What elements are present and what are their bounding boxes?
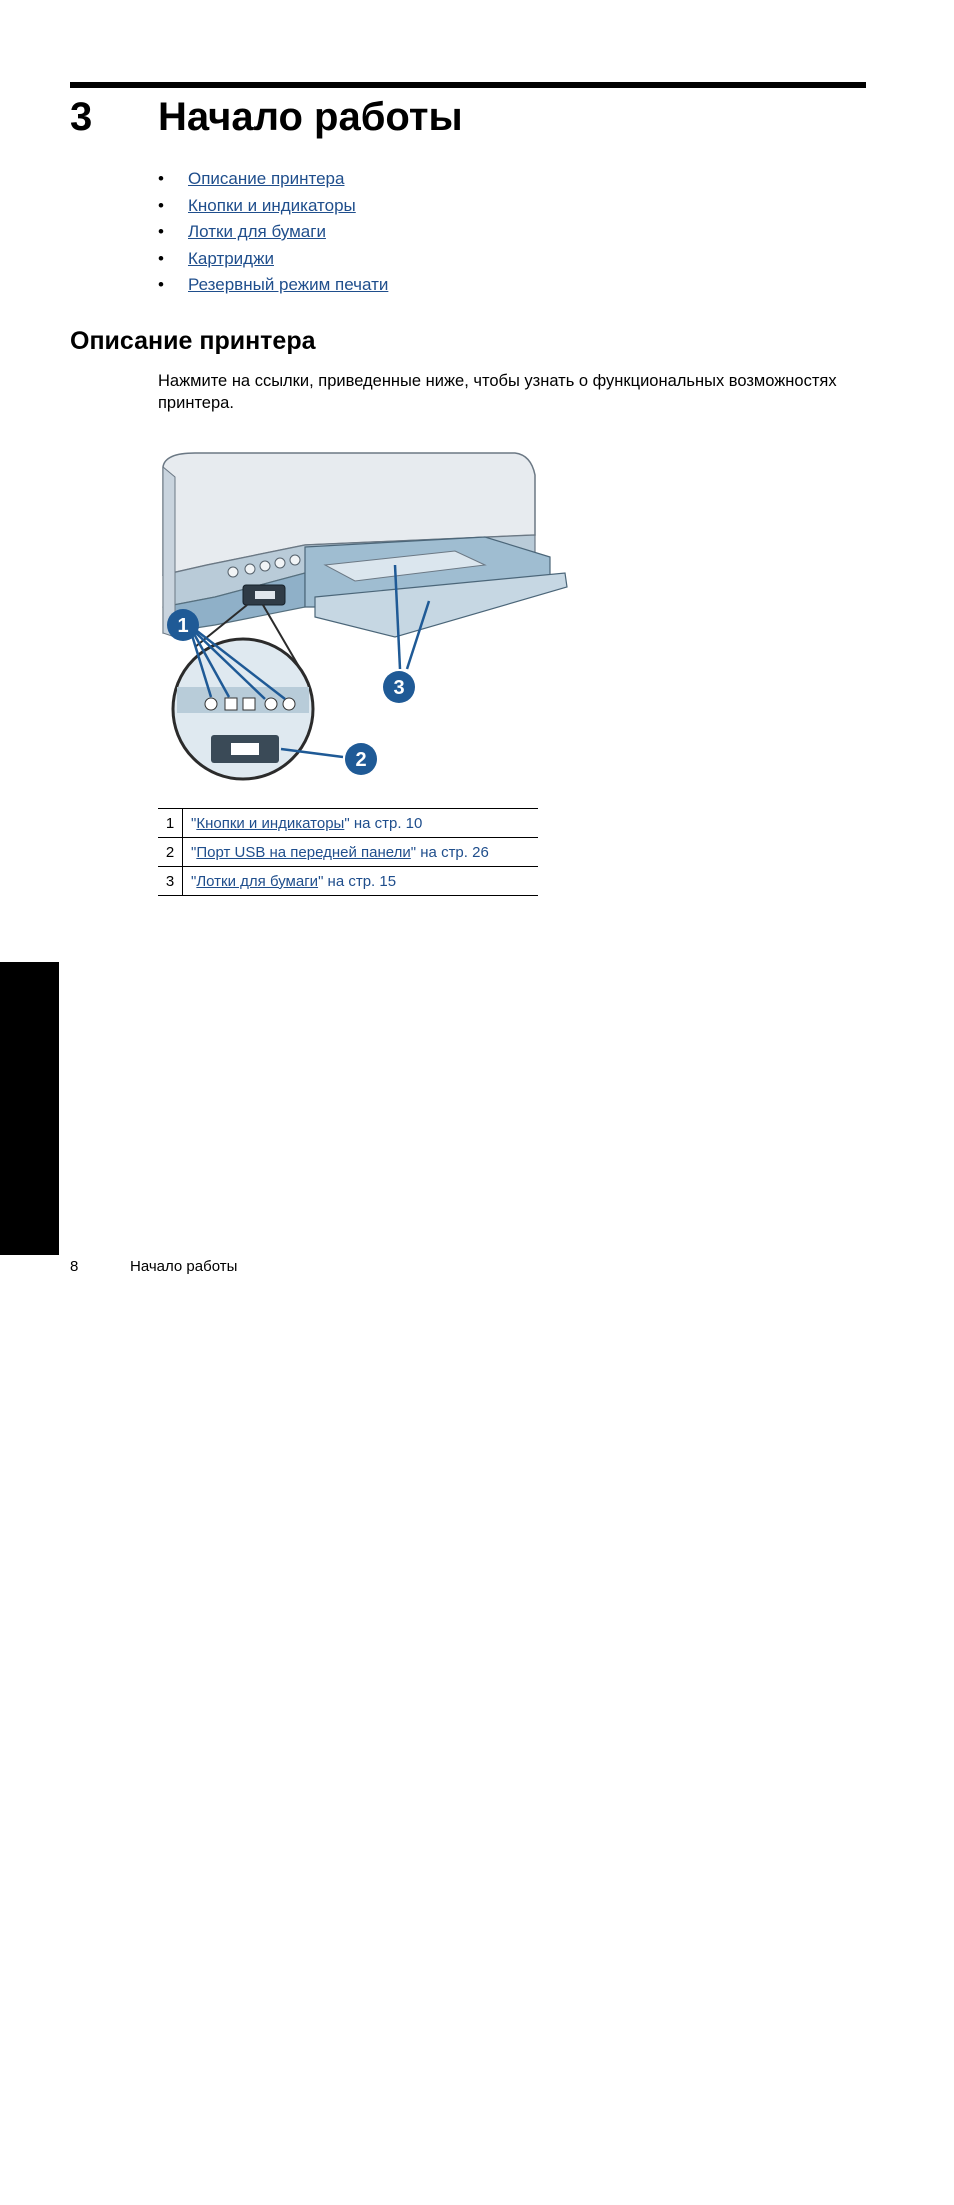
bullet: •	[158, 195, 164, 215]
printer-illustration	[155, 447, 575, 787]
ref-link-front-usb[interactable]: Порт USB на передней панели	[196, 843, 411, 861]
quote: "	[191, 872, 197, 890]
toc-link-printer-description[interactable]: Описание принтера	[188, 169, 345, 188]
row-text	[183, 809, 539, 838]
toc-link-cartridges[interactable]: Картриджи	[188, 248, 274, 268]
toc-link-paper-trays[interactable]: Лотки для бумаги	[188, 222, 326, 241]
quote: "	[191, 843, 197, 861]
control-button	[228, 567, 238, 577]
zoom-button	[243, 698, 255, 710]
zoom-button	[225, 698, 237, 710]
table-row	[158, 838, 538, 867]
callout-3-label: 3	[393, 677, 405, 699]
zoom-usb-slot	[231, 743, 259, 755]
row-text	[183, 867, 539, 896]
usb-port-slot	[255, 591, 275, 599]
control-button	[245, 564, 255, 574]
reference-table	[158, 808, 538, 896]
row-number: 2	[158, 838, 183, 867]
toc-link-buttons-lights[interactable]: Кнопки и индикаторы	[188, 195, 356, 215]
control-button	[260, 561, 270, 571]
chapter-rule	[70, 82, 866, 88]
chapter-title: Начало работы	[158, 95, 463, 139]
toc-link-reserve-mode[interactable]: Резервный режим печати	[188, 275, 389, 294]
bullet: •	[158, 222, 164, 241]
ref-link-buttons-lights[interactable]: Кнопки и индикаторы	[196, 814, 345, 832]
zoom-button	[265, 698, 277, 710]
table-row	[158, 867, 538, 896]
printer-side	[163, 467, 175, 637]
row-number: 1	[158, 809, 183, 838]
page-ref: " на стр. 26	[410, 843, 489, 861]
bullet: •	[158, 169, 164, 188]
section-title: Описание принтера	[70, 327, 316, 355]
quote: "	[191, 814, 197, 832]
ref-link-paper-trays[interactable]: Лотки для бумаги	[196, 872, 319, 890]
control-button	[290, 555, 300, 565]
row-number: 3	[158, 867, 183, 896]
section-intro: Нажмите на ссылки, приведенные ниже, чтобы узнать о функциональных возможностях принтера.	[158, 372, 837, 412]
control-button	[275, 558, 285, 568]
callout-1-label: 1	[177, 615, 189, 637]
table-row	[158, 809, 538, 838]
row-text	[183, 838, 539, 867]
callout-2-label: 2	[355, 749, 367, 771]
zoom-button	[283, 698, 295, 710]
chapter-side-tab	[0, 962, 59, 2205]
side-tab-label: Начало работы	[22, 2090, 40, 2205]
page-ref: " на стр. 15	[318, 872, 397, 890]
footer-title: Начало работы	[130, 1258, 238, 1275]
bullet: •	[158, 248, 164, 268]
chapter-number: 3	[70, 95, 93, 139]
footer-page-number: 8	[70, 1258, 79, 1275]
bullet: •	[158, 275, 164, 294]
zoom-button	[205, 698, 217, 710]
page-ref: " на стр. 10	[344, 814, 423, 832]
